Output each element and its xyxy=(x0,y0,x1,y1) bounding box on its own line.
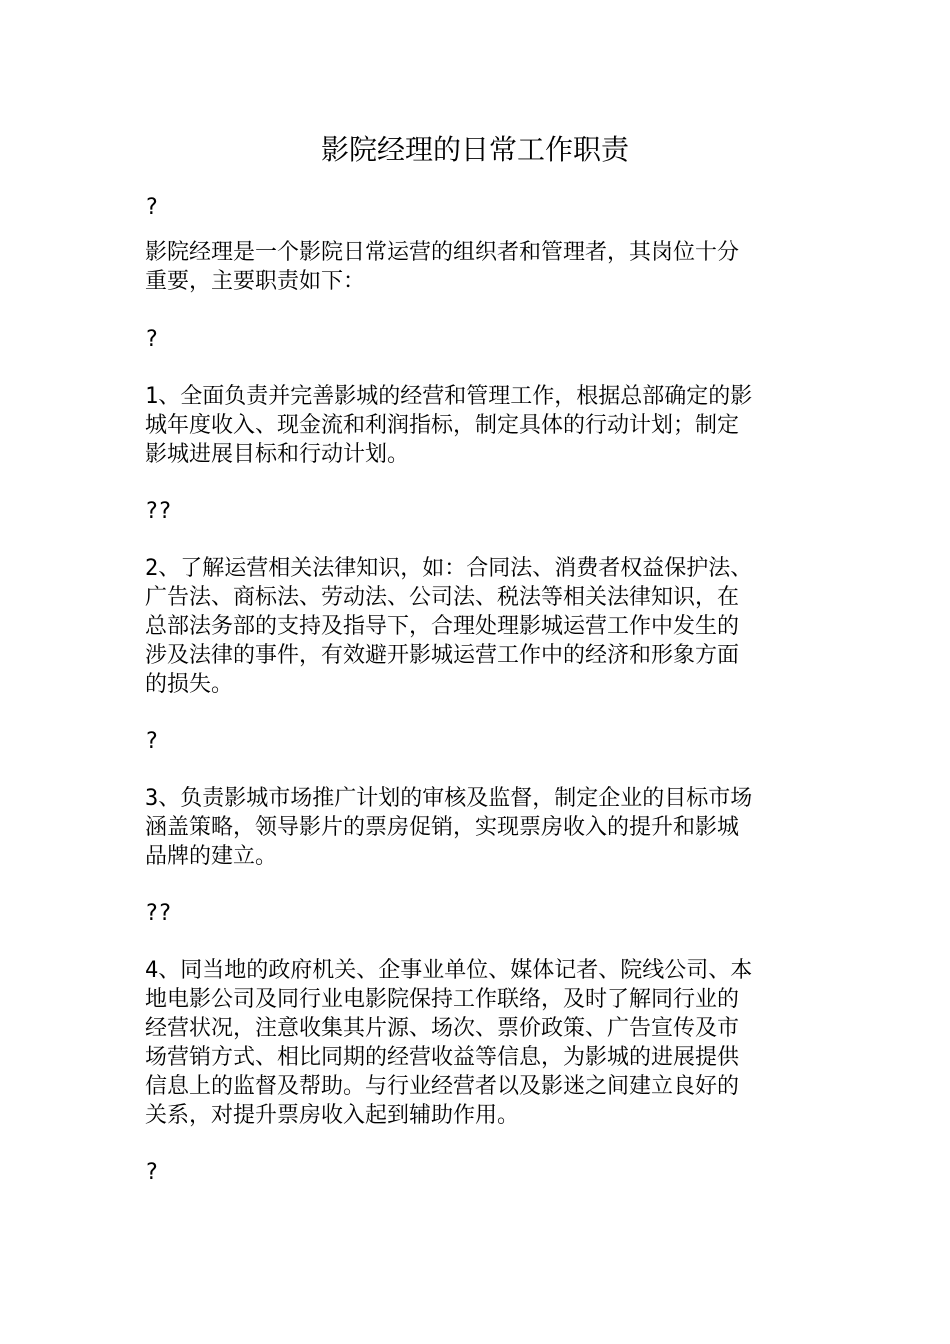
item4-line: 4、同当地的政府机关、企事业单位、媒体记者、院线公司、本 xyxy=(145,958,753,983)
placeholder-mark: ? xyxy=(145,195,159,220)
placeholder-mark: ? xyxy=(145,729,159,754)
placeholder-mark: ? xyxy=(145,327,159,352)
item4-line: 场营销方式、相比同期的经营收益等信息，为影城的进展提供 xyxy=(145,1045,740,1070)
item4-line: 经营状况，注意收集其片源、场次、票价政策、广告宣传及市 xyxy=(145,1016,740,1041)
item1-line: 影城进展目标和行动计划。 xyxy=(145,442,410,467)
item3-line: 品牌的建立。 xyxy=(145,844,278,869)
item2-line: 涉及法律的事件，有效避开影城运营工作中的经济和形象方面 xyxy=(145,643,740,668)
item2-line: 的损失。 xyxy=(145,672,234,697)
item2-line: 总部法务部的支持及指导下，合理处理影城运营工作中发生的 xyxy=(145,614,740,639)
item2-line: 广告法、商标法、劳动法、公司法、税法等相关法律知识，在 xyxy=(145,585,740,610)
item3-line: 涵盖策略，领导影片的票房促销，实现票房收入的提升和影城 xyxy=(145,815,740,840)
item4-line: 地电影公司及同行业电影院保持工作联络，及时了解同行业的 xyxy=(145,987,740,1012)
placeholder-mark: ?? xyxy=(145,901,172,926)
item1-line: 城年度收入、现金流和利润指标，制定具体的行动计划；制定 xyxy=(145,413,740,438)
intro-line: 影院经理是一个影院日常运营的组织者和管理者，其岗位十分 xyxy=(145,240,740,265)
placeholder-mark: ?? xyxy=(145,499,172,524)
document-title: 影院经理的日常工作职责 xyxy=(320,133,629,166)
item2-line: 2、了解运营相关法律知识，如：合同法、消费者权益保护法、 xyxy=(145,556,753,581)
item3-line: 3、负责影城市场推广计划的审核及监督，制定企业的目标市场 xyxy=(145,786,753,811)
item4-line: 信息上的监督及帮助。与行业经营者以及影迷之间建立良好的 xyxy=(145,1074,740,1099)
intro-line: 重要，主要职责如下： xyxy=(145,269,366,294)
placeholder-mark: ? xyxy=(145,1160,159,1185)
item1-line: 1、全面负责并完善影城的经营和管理工作，根据总部确定的影 xyxy=(145,384,753,409)
item4-line: 关系，对提升票房收入起到辅助作用。 xyxy=(145,1103,520,1128)
